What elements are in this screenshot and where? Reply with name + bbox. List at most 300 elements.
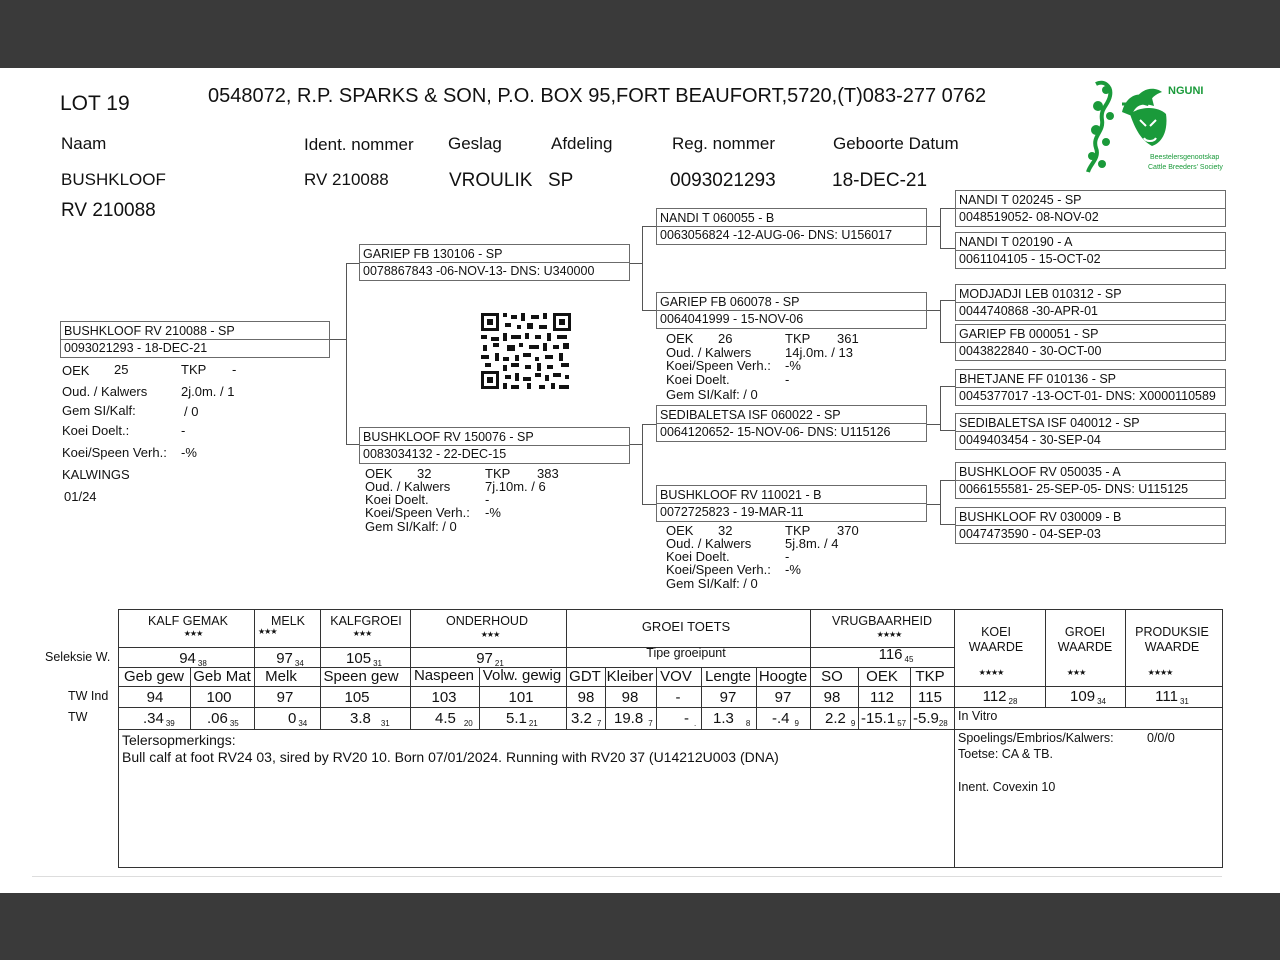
pedigree-connector bbox=[642, 424, 643, 504]
group-label: ONDERHOUD bbox=[446, 614, 528, 628]
qr-code-icon bbox=[481, 313, 571, 389]
tw-value: 4.5 bbox=[435, 710, 456, 727]
tw-ind-cell: 103 bbox=[431, 689, 457, 706]
box-divider bbox=[61, 339, 329, 340]
tw-sub: 28 bbox=[938, 719, 948, 728]
column-header: OEK bbox=[866, 668, 898, 685]
spoelings-value: 0/0/0 bbox=[1147, 731, 1175, 745]
group-selection bbox=[346, 651, 382, 666]
group-stars: ★★★ bbox=[258, 627, 277, 636]
column-header: Volw. gewig bbox=[482, 667, 562, 684]
ggp-line1: BUSHKLOOF RV 030009 - B bbox=[959, 510, 1122, 524]
tw-cell bbox=[143, 711, 175, 726]
tw-cell bbox=[207, 711, 239, 726]
ggp-box bbox=[955, 507, 1226, 544]
pedigree-connector bbox=[926, 310, 941, 311]
pedigree-connector bbox=[940, 300, 941, 342]
pedigree-connector bbox=[629, 444, 643, 445]
sire-dam-tkp: 361 bbox=[837, 331, 859, 346]
column-header: Geb Mat bbox=[193, 668, 251, 685]
dam-dam-koei: - bbox=[785, 549, 790, 564]
dam-box bbox=[359, 427, 630, 464]
table-rule bbox=[118, 707, 1223, 708]
animal-id-big: RV 210088 bbox=[61, 200, 156, 221]
dam-sire-line2: 0064120652- 15-NOV-06- DNS: U115126 bbox=[660, 425, 891, 439]
breeder-line: 0548072, R.P. SPARKS & SON, P.O. BOX 95,FORT BEAUFORT,5720,(T)083-277 0762 bbox=[208, 85, 987, 107]
sire-dam-box bbox=[656, 292, 927, 329]
lot-number: LOT 19 bbox=[60, 92, 130, 115]
pedigree-connector bbox=[926, 424, 941, 425]
animal-geboorte: 18-DEC-21 bbox=[832, 170, 928, 191]
dam-dam-line2: 0072725823 - 19-MAR-11 bbox=[660, 505, 804, 519]
subject-line2: 0093021293 - 18-DEC-21 bbox=[64, 341, 208, 355]
waarde-label2: WAARDE bbox=[1144, 640, 1200, 654]
dam-gem-label: Gem SI/Kalf: / 0 bbox=[365, 519, 457, 534]
group-stars: ★★★ bbox=[352, 629, 372, 638]
tw-ind-cell: 105 bbox=[344, 689, 370, 706]
row-label-tw: TW bbox=[68, 710, 88, 724]
dam-line1: BUSHKLOOF RV 150076 - SP bbox=[363, 430, 534, 444]
sire-dam-koei: - bbox=[785, 372, 790, 387]
dam-oud: 7j.10m. / 6 bbox=[485, 479, 546, 494]
box-divider bbox=[956, 250, 1225, 251]
pedigree-connector bbox=[940, 480, 955, 481]
dam-line2: 0083034132 - 22-DEC-15 bbox=[363, 447, 507, 461]
subject-speen: -% bbox=[181, 445, 197, 460]
ggp-box bbox=[955, 284, 1226, 321]
toetse-text: Toetse: CA & TB. bbox=[958, 747, 1053, 761]
ggp-line1: BHETJANE FF 010136 - SP bbox=[959, 372, 1117, 386]
column-header: Lengte bbox=[705, 668, 751, 685]
ggp-line2: 0048519052- 08-NOV-02 bbox=[959, 210, 1099, 224]
sire-dam-oud-label: Oud. / Kalwers bbox=[666, 345, 752, 360]
box-divider bbox=[956, 431, 1225, 432]
pedigree-connector bbox=[940, 480, 941, 524]
ggp-line2: 0044740868 -30-APR-01 bbox=[959, 304, 1098, 318]
table-rule bbox=[1045, 609, 1046, 707]
subject-speen-label: Koei/Speen Verh.: bbox=[62, 445, 167, 460]
dam-koei-label: Koei Doelt. bbox=[365, 492, 429, 507]
table-rule bbox=[566, 667, 567, 729]
dam-dam-oud-label: Oud. / Kalwers bbox=[666, 536, 752, 551]
tw-value: -15.1 bbox=[861, 710, 896, 727]
waarde-label1: KOEI bbox=[981, 625, 1011, 639]
ggp-line1: GARIEP FB 000051 - SP bbox=[959, 327, 1099, 341]
pedigree-connector bbox=[926, 504, 941, 505]
header-reg: Reg. nommer bbox=[672, 134, 775, 153]
table-rule bbox=[756, 667, 757, 729]
table-rule bbox=[410, 667, 411, 729]
pedigree-connector bbox=[940, 208, 955, 209]
spoelings-label: Spoelings/Embrios/Kalwers: bbox=[958, 731, 1114, 745]
tw-value: .34 bbox=[143, 710, 164, 727]
dam-dam-koei-label: Koei Doelt. bbox=[666, 549, 730, 564]
tw-ind-cell: - bbox=[675, 689, 681, 706]
table-rule bbox=[410, 609, 411, 667]
box-divider bbox=[657, 423, 926, 424]
subject-tkp: - bbox=[232, 362, 237, 377]
selection-value: 97 bbox=[476, 650, 493, 667]
group-label: VRUGBAARHEID bbox=[831, 614, 933, 628]
animal-naam: BUSHKLOOF bbox=[61, 170, 166, 189]
tw-cell bbox=[614, 711, 653, 726]
ggp-box bbox=[955, 232, 1226, 269]
group-selection bbox=[276, 651, 304, 666]
pedigree-connector bbox=[940, 342, 955, 343]
row-label-seleksie: Seleksie W. bbox=[45, 650, 111, 664]
header-afdeling: Afdeling bbox=[551, 134, 613, 153]
ggp-line2: 0061104105 - 15-OCT-02 bbox=[959, 252, 1101, 266]
selection-sub: 34 bbox=[294, 659, 304, 668]
tw-ind-cell: 115 bbox=[918, 689, 942, 706]
table-rule bbox=[1125, 609, 1126, 707]
animal-reg: 0093021293 bbox=[670, 170, 776, 191]
waarde-label1: PRODUKSIE bbox=[1135, 625, 1209, 639]
tw-cell bbox=[288, 711, 307, 726]
box-divider bbox=[956, 208, 1225, 209]
ggp-line1: NANDI T 020245 - SP bbox=[959, 193, 1082, 207]
dam-dam-oek: 32 bbox=[718, 523, 733, 538]
waarde-sub: 31 bbox=[1179, 697, 1189, 706]
selection-sub: 21 bbox=[494, 659, 504, 668]
header-ident: Ident. nommer bbox=[304, 135, 414, 154]
ggp-line1: MODJADJI LEB 010312 - SP bbox=[959, 287, 1122, 301]
table-rule bbox=[810, 667, 811, 729]
tw-cell bbox=[825, 711, 855, 726]
tw-cell bbox=[571, 711, 601, 726]
tw-cell bbox=[913, 711, 948, 726]
sire-dam-line2: 0064041999 - 15-NOV-06 bbox=[660, 312, 804, 326]
pedigree-connector bbox=[642, 424, 656, 425]
column-header: Geb gew bbox=[123, 668, 185, 685]
tw-sub: 8 bbox=[745, 719, 751, 728]
dam-oek-label: OEK bbox=[365, 466, 393, 481]
group-selection bbox=[879, 647, 914, 662]
dam-dam-box bbox=[656, 485, 927, 522]
animal-geslag: VROULIK bbox=[449, 170, 533, 191]
tw-cell bbox=[772, 711, 799, 726]
dam-tkp-label: TKP bbox=[485, 466, 511, 481]
ggp-box bbox=[955, 413, 1226, 450]
box-divider bbox=[956, 387, 1225, 388]
dam-tkp: 383 bbox=[537, 466, 559, 481]
group-selection: Tipe groeipunt bbox=[646, 646, 726, 660]
tw-sub: 7 bbox=[596, 719, 602, 728]
header-geboorte: Geboorte Datum bbox=[833, 134, 959, 153]
subject-tkp-label: TKP bbox=[181, 362, 207, 377]
table-rule bbox=[858, 667, 859, 729]
selection-value: 97 bbox=[276, 650, 293, 667]
sire-dam-speen: -% bbox=[785, 358, 801, 373]
dam-dam-speen: -% bbox=[785, 562, 801, 577]
subject-gem: / 0 bbox=[184, 404, 199, 419]
remarks-text: Bull calf at foot RV24 03, sired by RV20 10. Born 07/01/2024. Running with RV20 37 (U14212U003 (DNA) bbox=[122, 749, 779, 765]
ggp-line2: 0047473590 - 04-SEP-03 bbox=[959, 527, 1101, 541]
group-label: KALFGROEI bbox=[330, 614, 402, 628]
ggp-line2: 0049403454 - 30-SEP-04 bbox=[959, 433, 1101, 447]
waarde-number: 109 bbox=[1070, 688, 1096, 705]
column-header: Kleiber bbox=[606, 668, 654, 685]
group-selection bbox=[179, 651, 207, 666]
sire-dam-oud: 14j.0m. / 13 bbox=[785, 345, 853, 360]
tw-cell bbox=[435, 711, 473, 726]
logo-sub2: Cattle Breeders' Society bbox=[1148, 164, 1223, 171]
pedigree-connector bbox=[642, 226, 643, 310]
waarde-label2: WAARDE bbox=[1057, 640, 1113, 654]
group-label: MELK bbox=[270, 614, 306, 628]
qr-code bbox=[481, 313, 571, 389]
dam-dam-tkp-label: TKP bbox=[785, 523, 811, 538]
tw-ind-cell: 101 bbox=[508, 689, 534, 706]
dam-sire-line1: SEDIBALETSA ISF 060022 - SP bbox=[660, 408, 841, 422]
in-vitro-label: In Vitro bbox=[958, 709, 998, 723]
tw-sub: . bbox=[694, 719, 697, 728]
tw-ind-cell: 98 bbox=[621, 689, 639, 706]
column-header: TKP bbox=[915, 668, 945, 685]
pedigree-connector bbox=[346, 263, 359, 264]
tw-value: 19.8 bbox=[614, 710, 644, 727]
tw-value: - bbox=[684, 710, 689, 727]
dam-dam-line1: BUSHKLOOF RV 110021 - B bbox=[660, 488, 822, 502]
dam-oek: 32 bbox=[417, 466, 432, 481]
dam-dam-speen-label: Koei/Speen Verh.: bbox=[666, 562, 771, 577]
ggp-box bbox=[955, 190, 1226, 227]
selection-value: 94 bbox=[179, 650, 196, 667]
row-label-tw-ind: TW Ind bbox=[68, 689, 109, 703]
column-header: Melk bbox=[265, 668, 297, 685]
dam-dam-oek-label: OEK bbox=[666, 523, 694, 538]
ggp-line2: 0045377017 -13-OCT-01- DNS: X0000110589 bbox=[959, 389, 1216, 403]
tw-ind-cell: 112 bbox=[870, 689, 894, 706]
tw-cell bbox=[713, 711, 750, 726]
tw-ind-cell: 94 bbox=[146, 689, 164, 706]
ggp-box bbox=[955, 462, 1226, 499]
top-bar bbox=[0, 0, 1280, 68]
waarde-label2: WAARDE bbox=[968, 640, 1024, 654]
waarde-value bbox=[1155, 689, 1189, 704]
subject-line1: BUSHKLOOF RV 210088 - SP bbox=[64, 324, 235, 338]
group-stars: ★★★ bbox=[183, 629, 203, 638]
tw-value: 0 bbox=[288, 710, 297, 727]
column-header: VOV bbox=[660, 668, 692, 685]
table-rule bbox=[954, 609, 955, 868]
tw-value: 3.2 bbox=[571, 710, 592, 727]
waarde-stars: ★★★ bbox=[1066, 668, 1086, 677]
table-rule bbox=[910, 667, 911, 729]
animal-ident: RV 210088 bbox=[304, 170, 389, 189]
subject-box bbox=[60, 321, 330, 358]
tw-ind-cell: 97 bbox=[276, 689, 294, 706]
box-divider bbox=[956, 342, 1225, 343]
nguni-logo bbox=[1082, 76, 1232, 180]
waarde-stars: ★★★★ bbox=[978, 668, 1004, 677]
logo-sub1: Beestelersgenootskap bbox=[1150, 154, 1220, 161]
tw-value: .06 bbox=[207, 710, 228, 727]
header-geslag: Geslag bbox=[448, 134, 502, 153]
pedigree-connector bbox=[642, 504, 656, 505]
group-label: KALF GEMAK bbox=[148, 614, 228, 628]
tw-cell bbox=[506, 711, 538, 726]
selection-sub: 45 bbox=[904, 655, 914, 664]
subject-gem-label: Gem SI/Kalf: bbox=[62, 403, 136, 418]
waarde-label1: GROEI bbox=[1064, 625, 1106, 639]
dam-sire-box bbox=[656, 405, 927, 442]
waarde-stars: ★★★★ bbox=[1147, 668, 1173, 677]
pedigree-connector bbox=[940, 386, 941, 430]
sire-line1: GARIEP FB 130106 - SP bbox=[363, 247, 503, 261]
waarde-number: 111 bbox=[1155, 688, 1178, 705]
sire-sire-line2: 0063056824 -12-AUG-06- DNS: U156017 bbox=[660, 228, 893, 242]
box-divider bbox=[360, 262, 629, 263]
tw-ind-cell: 98 bbox=[823, 689, 841, 706]
pedigree-connector bbox=[940, 524, 955, 525]
tw-sub: 34 bbox=[298, 719, 308, 728]
group-selection bbox=[476, 651, 504, 666]
pedigree-connector bbox=[940, 430, 955, 431]
sire-dam-speen-label: Koei/Speen Verh.: bbox=[666, 358, 771, 373]
dam-speen: -% bbox=[485, 505, 501, 520]
group-stars: ★★★★ bbox=[876, 630, 902, 639]
pedigree-connector bbox=[629, 263, 643, 264]
column-header: GDT bbox=[569, 668, 601, 685]
table-rule bbox=[190, 667, 191, 729]
page-rule bbox=[32, 876, 1222, 877]
tw-ind-cell: 100 bbox=[206, 689, 232, 706]
tw-sub: 31 bbox=[380, 719, 390, 728]
kalwings-value: 01/24 bbox=[64, 489, 97, 504]
remarks-label: Telersopmerkings: bbox=[122, 732, 236, 748]
table-rule bbox=[118, 647, 955, 648]
box-divider bbox=[956, 480, 1225, 481]
tw-ind-cell: 98 bbox=[577, 689, 595, 706]
waarde-value bbox=[983, 689, 1018, 704]
pedigree-connector bbox=[940, 208, 941, 248]
group-label: GROEI TOETS bbox=[641, 619, 731, 634]
box-divider bbox=[956, 525, 1225, 526]
header-naam: Naam bbox=[61, 134, 107, 153]
sire-dam-gem-label: Gem SI/Kalf: / 0 bbox=[666, 387, 758, 402]
table-rule bbox=[566, 609, 567, 667]
ggp-box bbox=[955, 324, 1226, 361]
table-rule bbox=[320, 667, 321, 729]
table-rule bbox=[254, 609, 255, 667]
box-divider bbox=[956, 302, 1225, 303]
subject-koei-label: Koei Doelt.: bbox=[62, 423, 130, 438]
kalwings-label: KALWINGS bbox=[62, 467, 130, 482]
ggp-line1: SEDIBALETSA ISF 040012 - SP bbox=[959, 416, 1140, 430]
selection-value: 105 bbox=[346, 650, 372, 667]
ggp-line2: 0066155581- 25-SEP-05- DNS: U115125 bbox=[959, 482, 1189, 496]
pedigree-connector bbox=[329, 339, 347, 340]
animal-afdeling: SP bbox=[548, 170, 574, 191]
ggp-box bbox=[955, 369, 1226, 406]
pedigree-connector bbox=[642, 310, 656, 311]
table-rule bbox=[320, 609, 321, 667]
dam-dam-oud: 5j.8m. / 4 bbox=[785, 536, 839, 551]
tw-value: 5.1 bbox=[506, 710, 527, 727]
tw-sub: 9 bbox=[850, 719, 856, 728]
bottom-bar bbox=[0, 893, 1280, 960]
ggp-line1: NANDI T 020190 - A bbox=[959, 235, 1073, 249]
pedigree-connector bbox=[940, 248, 955, 249]
sire-box bbox=[359, 244, 630, 281]
tw-value: -5.9 bbox=[913, 710, 939, 727]
waarde-number: 112 bbox=[982, 688, 1007, 705]
tw-value: 3.8 bbox=[350, 710, 371, 727]
box-divider bbox=[657, 310, 926, 311]
pedigree-connector bbox=[346, 263, 347, 444]
tw-ind-cell: 97 bbox=[719, 689, 737, 706]
dam-dam-tkp: 370 bbox=[837, 523, 859, 538]
sire-dam-line1: GARIEP FB 060078 - SP bbox=[660, 295, 800, 309]
tw-value: 2.2 bbox=[825, 710, 846, 727]
tw-value: 1.3 bbox=[713, 710, 734, 727]
dam-dam-gem-label: Gem SI/Kalf: / 0 bbox=[666, 576, 758, 591]
column-header: Naspeen bbox=[413, 667, 475, 684]
sire-dam-oek: 26 bbox=[718, 331, 733, 346]
dam-koei: - bbox=[485, 492, 490, 507]
tw-sub: 35 bbox=[229, 719, 239, 728]
logo-title: NGUNI bbox=[1168, 85, 1204, 97]
dam-oud-label: Oud. / Kalwers bbox=[365, 479, 451, 494]
waarde-value bbox=[1070, 689, 1106, 704]
selection-value: 116 bbox=[878, 646, 903, 663]
ggp-line1: BUSHKLOOF RV 050035 - A bbox=[959, 465, 1121, 479]
tw-sub: 20 bbox=[463, 719, 473, 728]
column-header: SO bbox=[821, 668, 843, 685]
tw-cell bbox=[350, 711, 390, 726]
table-rule bbox=[656, 667, 657, 729]
sire-dam-tkp-label: TKP bbox=[785, 331, 811, 346]
pedigree-connector bbox=[346, 444, 359, 445]
tw-cell bbox=[684, 711, 696, 726]
subject-oud-label: Oud. / Kalwers bbox=[62, 384, 148, 399]
tw-sub: 9 bbox=[794, 719, 799, 728]
pedigree-connector bbox=[940, 386, 955, 387]
pedigree-connector bbox=[926, 226, 941, 227]
sire-dam-oek-label: OEK bbox=[666, 331, 694, 346]
sire-line2: 0078867843 -06-NOV-13- DNS: U340000 bbox=[363, 264, 595, 278]
tw-cell bbox=[861, 711, 906, 726]
selection-sub: 38 bbox=[197, 659, 207, 668]
sire-sire-box bbox=[656, 208, 927, 245]
dam-speen-label: Koei/Speen Verh.: bbox=[365, 505, 470, 520]
selection-sub: 31 bbox=[373, 659, 382, 668]
column-header: Speen gew bbox=[323, 668, 399, 685]
tw-sub: 57 bbox=[897, 719, 907, 728]
pedigree-connector bbox=[940, 300, 955, 301]
group-stars: ★★★ bbox=[480, 630, 500, 639]
waarde-sub: 28 bbox=[1008, 697, 1018, 706]
table-rule bbox=[118, 729, 1223, 730]
tw-sub: 7 bbox=[648, 719, 653, 728]
column-header: Hoogte bbox=[758, 668, 808, 685]
box-divider bbox=[657, 226, 926, 227]
box-divider bbox=[657, 503, 926, 504]
table-rule bbox=[810, 609, 811, 667]
tw-value: -.4 bbox=[772, 710, 790, 727]
subject-oek: 25 bbox=[114, 362, 129, 377]
subject-koei: - bbox=[181, 423, 186, 438]
tw-sub: 21 bbox=[528, 719, 538, 728]
pedigree-connector bbox=[642, 226, 656, 227]
waarde-sub: 34 bbox=[1097, 697, 1106, 706]
subject-oek-label: OEK bbox=[62, 363, 90, 378]
sire-dam-koei-label: Koei Doelt. bbox=[666, 372, 730, 387]
table-rule bbox=[254, 667, 255, 729]
inent-text: Inent. Covexin 10 bbox=[958, 780, 1056, 794]
sire-sire-line1: NANDI T 060055 - B bbox=[660, 211, 775, 225]
